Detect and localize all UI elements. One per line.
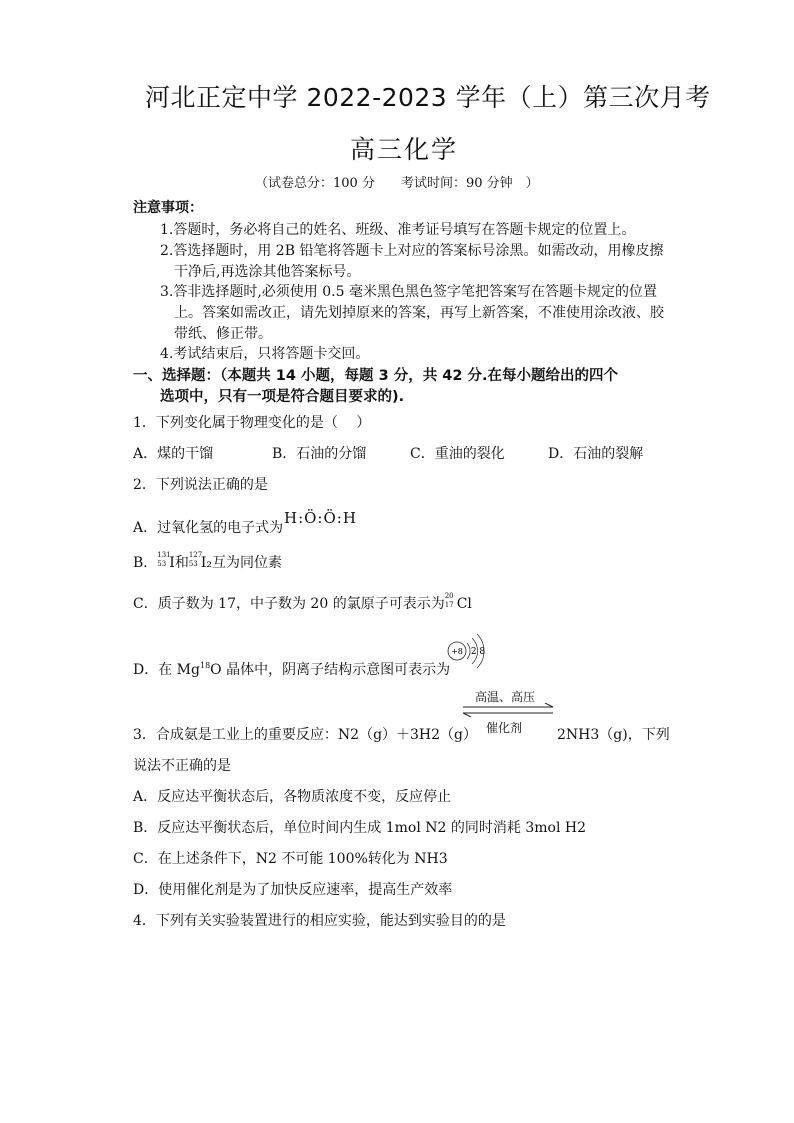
q2-option-c — [133, 593, 472, 613]
q3-option-c: C．在上述条件下，N2 不可能 100%转化为 NH3 — [133, 851, 448, 867]
q2-option-b-prefix: B． — [133, 555, 158, 571]
electron-shell-arc — [467, 643, 470, 659]
nuclide-i127 — [188, 551, 203, 570]
q2-option-d — [133, 659, 450, 679]
notes-item: 2.答选择题时，用 2B 铅笔将答题卡上对应的答案标号涂黑。如需改动，用橡皮擦 — [160, 243, 664, 259]
isotope-superscript: 18 — [199, 661, 211, 670]
q3-option-a: A．反应达平衡状态后，各物质浓度不变，反应停止 — [133, 789, 452, 805]
q2-option-c-text: C．质子数为 17，中子数为 20 的氯原子可表示为 — [133, 596, 445, 612]
section-heading-cont: 选项中，只有一项是符合题目要求的). — [160, 389, 405, 405]
notes-item: 上。答案如需改正，请先划掉原来的答案，再写上新答案，不准使用涂改液、胶 — [174, 305, 664, 321]
q2-option-a-text: A．过氧化氢的电子式为 — [133, 520, 284, 536]
element-symbol: I₂ — [200, 555, 212, 571]
question-2-stem: 2．下列说法正确的是 — [133, 477, 268, 493]
mass-number: 127 — [188, 551, 203, 559]
notes-item: 3.答非选择题时,必须使用 0.5 毫米黑色黑色签字笔把答案写在答题卡规定的位置 — [160, 284, 657, 300]
question-3-stem-cont: 说法不正确的是 — [133, 758, 231, 774]
q2-option-d-text: D．在 Mg — [133, 662, 200, 678]
exam-meta: （试卷总分：100 分 考试时间：90 分钟 ） — [255, 176, 539, 191]
q2-option-b — [133, 552, 282, 572]
atomic-number: 17 — [444, 601, 454, 609]
q2-option-a — [133, 517, 283, 537]
notes-item: 带纸、修正带。 — [174, 326, 272, 342]
notes-item: 干净后,再选涂其他答案标号。 — [174, 264, 361, 280]
exam-subtitle: 高三化学 — [350, 135, 459, 164]
q1-option-c: C．重油的裂化 — [410, 446, 505, 462]
q1-option-d: D．石油的裂解 — [548, 446, 644, 462]
element-symbol: I — [169, 555, 175, 571]
notes-item: 4.考试结束后，只将答题卡交回。 — [160, 346, 370, 362]
question-3-stem: 3．合成氨是工业上的重要反应：N2（g）＋3H2（g） — [133, 727, 478, 743]
electron-formula-h2o2: H:Ö:Ö:H — [284, 509, 357, 527]
question-1-stem: 1．下列变化属于物理变化的是（ ） — [133, 415, 371, 431]
question-3-stem-product: 2NH3（g)，下列 — [557, 727, 670, 743]
nuclide-cl — [444, 592, 457, 611]
mass-number: 20 — [444, 592, 454, 600]
electron-counts: 2 8 — [470, 647, 486, 657]
question-4-stem: 4．下列有关实验装置进行的相应实验，能达到实验目的的是 — [133, 913, 506, 929]
q1-option-b: B．石油的分馏 — [272, 446, 367, 462]
q1-option-a: A．煤的干馏 — [133, 446, 214, 462]
nucleus-charge: +8 — [451, 647, 463, 656]
reaction-condition-bottom: 催化剂 — [486, 721, 523, 735]
q2-option-b-and: 和 — [174, 555, 189, 571]
q2-option-b-suffix: 互为同位素 — [211, 555, 282, 571]
atomic-number: 53 — [157, 560, 167, 568]
notes-item: 1.答题时，务必将自己的姓名、班级、准考证号填写在答题卡规定的位置上。 — [160, 222, 636, 238]
q3-option-d: D．使用催化剂是为了加快反应速率，提高生产效率 — [133, 882, 453, 898]
section-heading: 一、选择题：（本题共 14 小题，每题 3 分，共 42 分.在每小题给出的四个 — [133, 368, 618, 384]
exam-title: 河北正定中学 2022-2023 学年（上）第三次月考 — [145, 83, 711, 112]
notes-heading: 注意事项： — [133, 200, 203, 216]
atomic-number: 53 — [188, 560, 198, 568]
mass-number: 131 — [157, 551, 171, 559]
equilibrium-arrow-icon — [461, 703, 555, 717]
q2-option-d-text2: O 晶体中，阴离子结构示意图可表示为 — [210, 662, 451, 678]
q3-option-b: B．反应达平衡状态后，单位时间内生成 1mol N2 的同时消耗 3mol H2 — [133, 820, 586, 836]
nuclide-i131 — [157, 551, 171, 570]
ion-structure-diagram — [445, 628, 495, 676]
reaction-condition-top: 高温、高压 — [475, 690, 536, 704]
element-symbol: Cl — [456, 596, 472, 612]
